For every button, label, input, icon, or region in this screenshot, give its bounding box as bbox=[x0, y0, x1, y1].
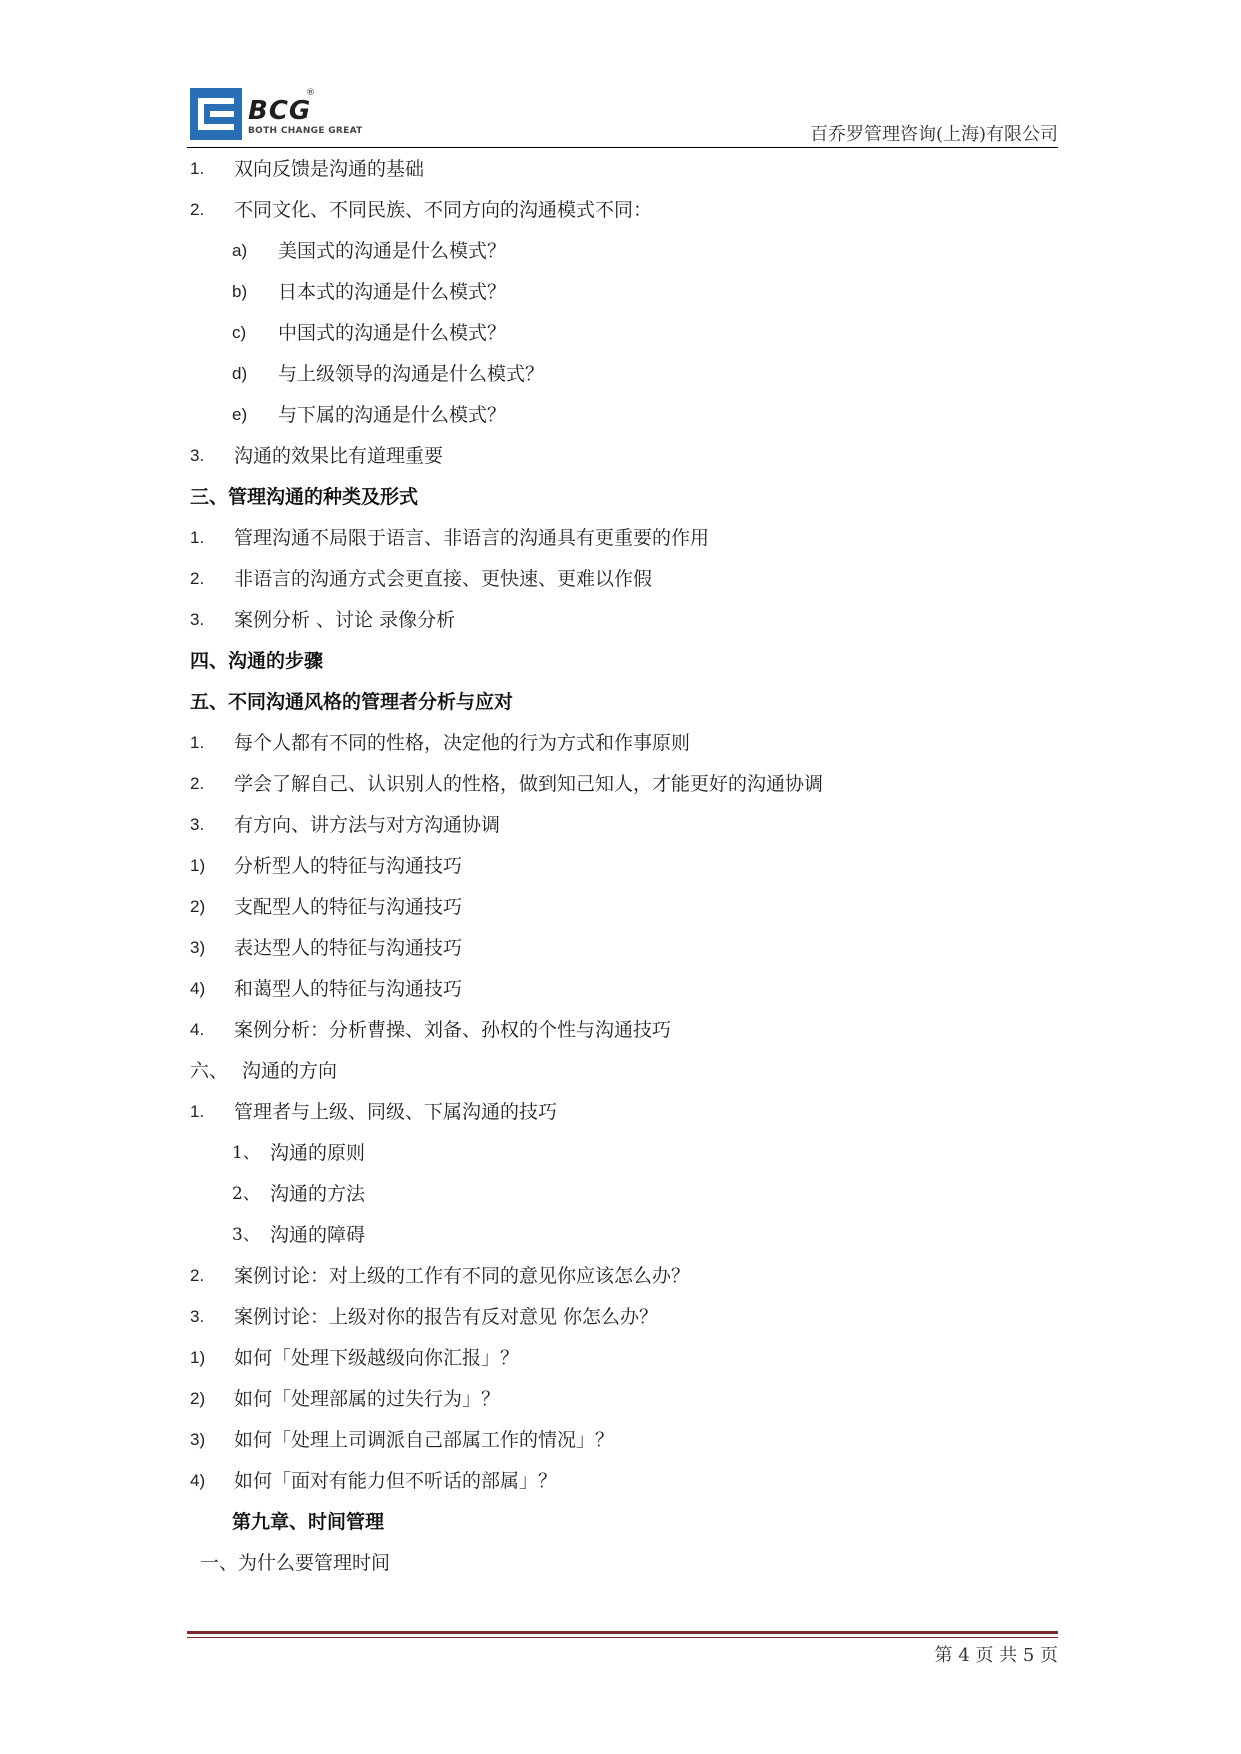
footer-divider-thin bbox=[187, 1637, 1058, 1638]
page-number: 第 4 页 共 5 页 bbox=[934, 1645, 1058, 1666]
document-body: 1. 双向反馈是沟通的基础 2. 不同文化、不同民族、不同方向的沟通模式不同： a) 美国式的沟通是什么模式？ b) 日本式的沟通是什么模式？ c) 中国式的沟通是什么模式？ d) 与上级领导的沟通是什么模式？ e) 与下属的沟通是什么模式？ 3. 沟通的效果比有道理重要 三、管理沟通的种类及形式 1. 管理沟通不局限于语言、非语言的沟通具有更重要的作用 2. 非语言的沟通方式会更直接、更快速、更难以作假 3. 案例分析 、讨论 录像分析 四、沟通的步骤 五、不同沟通风格的管理者分析与应对 1. 每个人都有不同的性格，决定他的行为方式和作事原则 2. 学会了解自己、认识别人的性格，做到知己知人，才能更好的沟通协调 3. 有方向、讲方法与对方沟通协调 1) 分析型人的特征与沟通技巧 2) 支配型人的特征与沟通技巧 3) 表达型人的特征与沟通技巧 4) 和蔼型人的特征与沟通技巧 4. 案例分析：分析曹操、刘备、孙权的个性与沟通技巧 六、 沟通的方向 1. 管理者与上级、同级、下属沟通的技巧 1、 沟通的原则 2、 沟通的方法 3、 沟通的障碍 2. 案例讨论：对上级的工作有不同的意见你应该怎么办？ 3. 案例讨论：上级对你的报告有反对意见 你怎么办？ 1) 如何「处理下级越级向你汇报」？ 2) 如何「处理部属的过失行为」？ 3) 如何「处理上司调派自己部属工作的情况」？ 4) 如何「面对有能力但不听话的部属」？ 第九章、时间管理 一、为什么要管理时间 bbox=[0, 0, 1241, 1600]
footer-divider-thick bbox=[187, 1631, 1058, 1634]
logo-registered-mark: ® bbox=[306, 88, 315, 98]
logo-text: BCG bbox=[248, 96, 312, 126]
section-heading: 三、管理沟通的种类及形式 bbox=[190, 486, 419, 508]
company-name: 百乔罗管理咨询(上海)有限公司 bbox=[809, 124, 1058, 145]
section-heading: 四、沟通的步骤 bbox=[190, 650, 324, 672]
logo-tagline: BOTH CHANGE GREAT bbox=[248, 126, 363, 136]
section-heading: 五、不同沟通风格的管理者分析与应对 bbox=[190, 691, 514, 713]
chapter-heading: 第九章、时间管理 bbox=[232, 1511, 385, 1533]
section-heading-plain: 一、为什么要管理时间 bbox=[200, 1552, 391, 1574]
